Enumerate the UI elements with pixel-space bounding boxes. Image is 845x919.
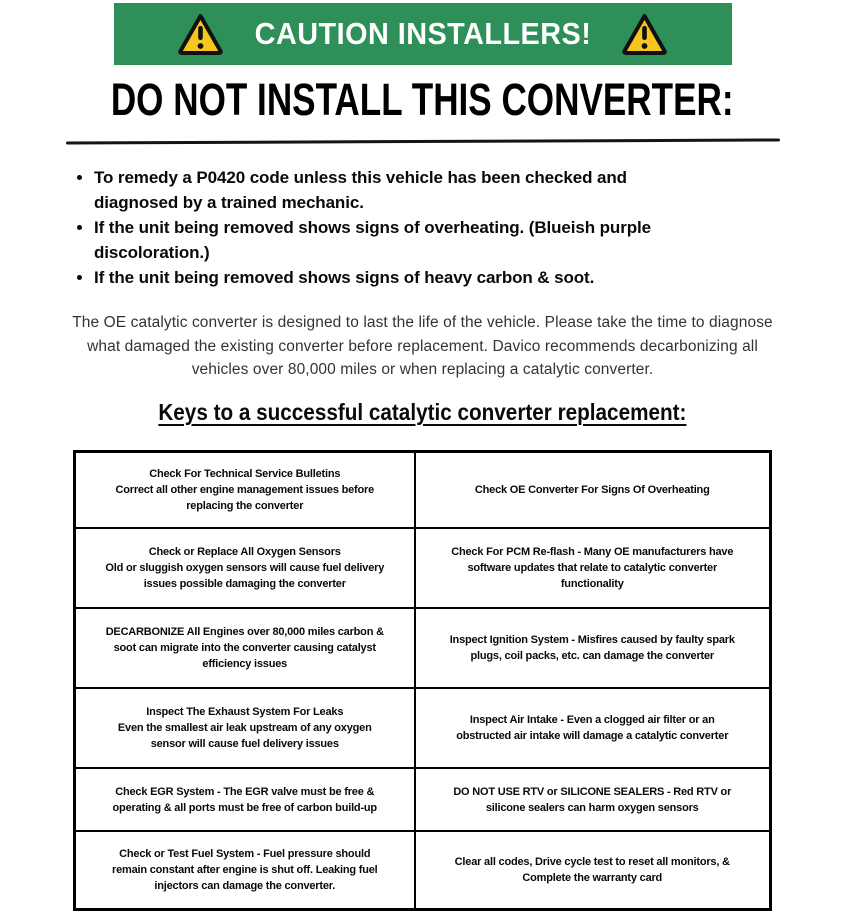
table-row <box>75 688 771 768</box>
table-row <box>75 451 771 528</box>
divider-line <box>65 138 779 144</box>
table-cell: Clear all codes, Drive cycle test to reset all monitors, & Complete the warranty card <box>415 831 771 909</box>
warning-triangle-icon <box>177 13 224 56</box>
table-cell: Inspect The Exhaust System For Leaks Even the smallest air leak upstream of any oxygen sensor will cause fuel delivery issues <box>75 688 415 768</box>
table-cell: Check or Test Fuel System - Fuel pressure should remain constant after engine is shut off. Leaking fuel injectors can damage the converter. <box>75 831 415 909</box>
warning-triangle-icon <box>621 13 668 56</box>
keys-table <box>73 450 772 911</box>
caution-flyer-page <box>0 3 845 919</box>
main-heading-text: DO NOT INSTALL THIS CONVERTER: <box>111 74 734 125</box>
warning-item: • To remedy a P0420 code unless this vehicle has been checked and diagnosed by a trained mechanic. <box>94 165 762 215</box>
table-row <box>75 831 771 909</box>
table-cell: Check OE Converter For Signs Of Overheating <box>415 451 771 528</box>
table-cell: Check or Replace All Oxygen Sensors Old or sluggish oxygen sensors will cause fuel delivery issues possible damaging the converter <box>75 528 415 608</box>
table-cell: Check EGR System - The EGR valve must be free & operating & all ports must be free of carbon build-up <box>75 768 415 831</box>
table-cell: Check For PCM Re-flash - Many OE manufacturers have software updates that relate to catalytic converter functionality <box>415 528 771 608</box>
warning-item: • If the unit being removed shows signs of overheating. (Blueish purple discoloration.) <box>94 215 762 265</box>
caution-banner <box>114 3 732 65</box>
table-cell: Inspect Ignition System - Misfires caused by faulty spark plugs, coil packs, etc. can damage the converter <box>415 608 771 688</box>
banner-title: CAUTION INSTALLERS! <box>254 16 591 51</box>
table-row <box>75 768 771 831</box>
table-cell: DO NOT USE RTV or SILICONE SEALERS - Red RTV or silicone sealers can harm oxygen sensors <box>415 768 771 831</box>
intro-paragraph: The OE catalytic converter is designed to last the life of the vehicle. Please take the time to diagnose what damaged the existing converter before replacement. Davico recommends decarbonizing all vehicles over 80,000 miles or when replacing a catalytic converter. <box>72 314 773 378</box>
warning-item: • If the unit being removed shows signs of heavy carbon & soot. <box>94 265 762 290</box>
table-cell: DECARBONIZE All Engines over 80,000 miles carbon & soot can migrate into the converter causing catalyst efficiency issues <box>75 608 415 688</box>
keys-heading-text: Keys to a successful catalytic converter replacement: <box>158 398 687 425</box>
table-row <box>75 528 771 608</box>
main-heading <box>0 75 845 125</box>
table-cell: Inspect Air Intake - Even a clogged air filter or an obstructed air intake will damage a catalytic converter <box>415 688 771 768</box>
table-row <box>75 608 771 688</box>
keys-heading <box>0 399 845 426</box>
warning-list <box>72 165 762 290</box>
table-cell: Check For Technical Service Bulletins Correct all other engine management issues before replacing the converter <box>75 451 415 528</box>
